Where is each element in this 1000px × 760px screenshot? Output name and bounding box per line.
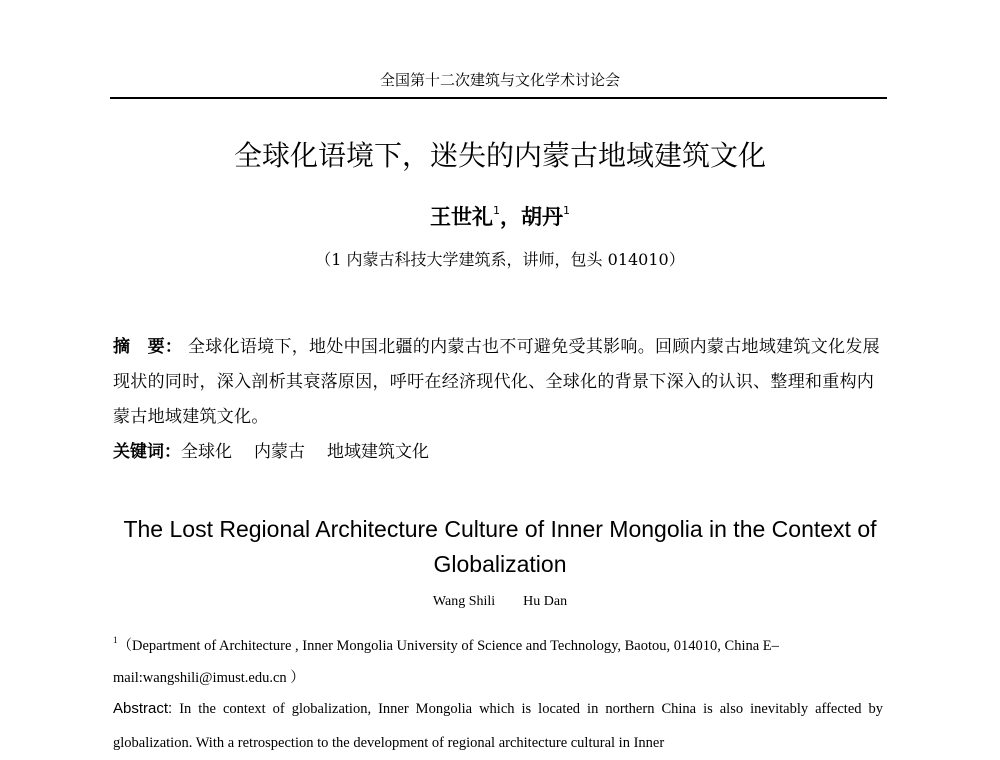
chinese-abstract-label: 摘 要：	[113, 337, 183, 357]
english-authors	[0, 592, 1000, 612]
chinese-keywords	[113, 436, 883, 468]
chinese-keywords-label: 关键词：	[113, 442, 181, 462]
chinese-abstract-text: 全球化语境下，地处中国北疆的内蒙古也不可避免受其影响。回顾内蒙古地域建筑文化发展现状的同时，深入剖析其衰落原因，呼吁在经济现代化、全球化的背景下深入的认识、整理和重构内蒙古地域建筑文化。	[113, 337, 880, 427]
author-name: 胡丹	[521, 205, 563, 229]
author-sup: 1	[493, 204, 500, 217]
chinese-title: 全球化语境下，迷失的内蒙古地域建筑文化	[233, 139, 766, 172]
keyword: 全球化	[181, 442, 232, 462]
author-separator: ，	[500, 205, 521, 229]
english-abstract-label: Abstract:	[113, 700, 173, 717]
affiliation-sup: 1	[113, 635, 118, 645]
chinese-authors	[0, 196, 1000, 232]
author-name: Hu Dan	[523, 594, 568, 609]
author-name: 王世礼	[430, 205, 493, 229]
author-sup: 1	[563, 204, 570, 217]
keyword: 地域建筑文化	[327, 442, 429, 462]
author-name: Wang Shili	[432, 594, 496, 609]
english-abstract	[113, 692, 883, 760]
chinese-affiliation: （1 内蒙古科技大学建筑系，讲师，包头 014010）	[315, 250, 685, 269]
header-rule	[110, 97, 887, 99]
english-abstract-text: In the context of globalization, Inner Mongolia which is located in northern China is also inevitably affected by globalization. With a retrospection to the development of regional architecture cultural in Inner	[113, 701, 884, 751]
english-affiliation-text: （Department of Architecture , Inner Mongolia University of Science and Technology, Baotou, 014010, China E–mail:wangshili@imust.edu.cn ）	[113, 638, 779, 686]
english-affiliation	[113, 624, 893, 694]
chinese-abstract	[113, 330, 883, 435]
keyword: 内蒙古	[254, 442, 305, 462]
running-header: 全国第十二次建筑与文化学术讨论会	[379, 71, 620, 89]
english-title: The Lost Regional Architecture Culture of Inner Mongolia in the Context of Globalization	[123, 516, 877, 577]
